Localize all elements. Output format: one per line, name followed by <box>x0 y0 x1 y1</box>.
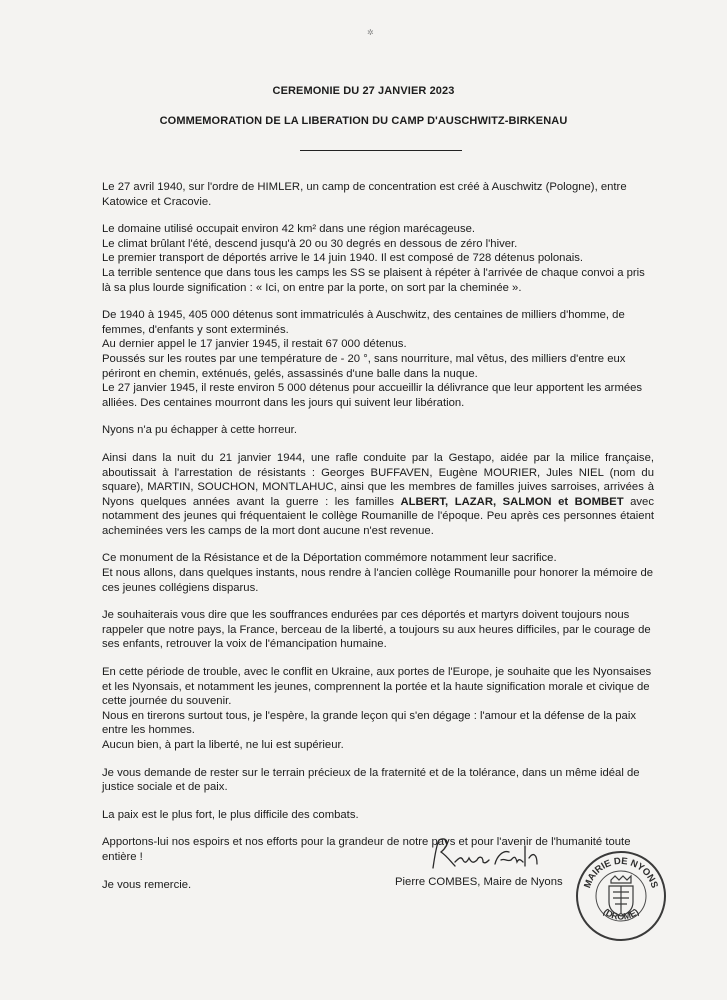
title-divider <box>300 150 462 151</box>
paragraph-1: Le 27 avril 1940, sur l'ordre de HIMLER, un camp de concentration est créé à Auschwitz (Pologne), entre Katowice et Cracovie. <box>102 181 627 208</box>
paragraph-2a: Le domaine utilisé occupait environ 42 km² dans une région marécageuse. <box>102 223 476 236</box>
document-title: CEREMONIE DU 27 JANVIER 2023 <box>272 85 455 97</box>
paragraph-6b: Et nous allons, dans quelques instants, nous rendre à l'ancien collège Roumanille pour honorer la mémoire de ces jeunes collégiens disparus. <box>102 567 654 594</box>
paragraph-11: Apportons-lui nos espoirs et nos efforts pour la grandeur de notre pays et pour l'avenir de l'humanité toute entière ! <box>102 836 631 863</box>
paragraph-7: Je souhaiterais vous dire que les souffrances endurées par ces déportés et martyrs doivent toujours nous rappeler que notre pays, la France, berceau de la liberté, a toujours su aux heures difficiles, par le courage de ses enfants, retrouver la voix de l'émancipation humaine. <box>102 609 651 651</box>
seal-top-text: MAIRIE DE NYONS <box>582 855 660 890</box>
town-hall-seal <box>575 850 667 942</box>
paragraph-4: Nyons n'a pu échapper à cette horreur. <box>102 424 297 437</box>
signatory-name: Pierre COMBES, Maire de Nyons <box>395 876 563 888</box>
handwritten-signature <box>425 832 555 877</box>
paragraph-12: Je vous remercie. <box>102 878 192 891</box>
paragraph-10: La paix est le plus fort, le plus difficile des combats. <box>102 808 359 821</box>
paragraph-5b: avec notamment des jeunes qui fréquentaient le collège Roumanille de l'époque. Peu après ces personnes étaient acheminées vers les camps de la mort dont aucune n'est revenue. <box>102 495 654 537</box>
paragraph-8a: En cette période de trouble, avec le conflit en Ukraine, aux portes de l'Europe, je souhaite que les Nyonsaises et les Nyonsais, et notamment les jeunes, comprennent la portée et la haute signification morale et civique de cette journée du souvenir. <box>102 666 652 708</box>
paragraph-3d: Le 27 janvier 1945, il reste environ 5 000 détenus pour accueillir la délivrance que leur apportent les armées alliées. Des centaines mourront dans les jours qui suivent leur libération. <box>102 382 643 409</box>
paragraph-3a: De 1940 à 1945, 405 000 détenus sont immatriculés à Auschwitz, des centaines de milliers d'homme, de femmes, d'enfants y sont exterminés. <box>102 309 625 336</box>
paragraph-8b: Nous en tirerons surtout tous, je l'espère, la grande leçon qui s'en dégage : l'amour et la défense de la paix entre les hommes. <box>102 709 636 737</box>
document-subtitle: COMMEMORATION DE LA LIBERATION DU CAMP D'AUSCHWITZ-BIRKENAU <box>159 115 568 127</box>
seal-bottom-text: (DROME) <box>601 906 641 922</box>
deported-families: ALBERT, LAZAR, SALMON et BOMBET <box>400 495 624 508</box>
paragraph-3b: Au dernier appel le 17 janvier 1945, il restait 67 000 détenus. <box>102 338 407 351</box>
paragraph-5a: Ainsi dans la nuit du 21 janvier 1944, une rafle conduite par la Gestapo, aidée par la milice française, aboutissait à l'arrestation de résistants : Georges BUFFAVEN, Eugène MOURIER, Jules NIEL (nom du square), MARTIN, SOUCHON, MONTLAHUC, ainsi que les membres de familles juives sarroises, arrivées à Nyons quelques années avant la guerre : les familles <box>102 451 654 508</box>
paragraph-2c: Le premier transport de déportés arrive le 14 juin 1940. Il est composé de 728 détenus polonais. <box>102 252 584 265</box>
paragraph-3c: Poussés sur les routes par une température de - 20 °, sans nourriture, mal vêtus, des milliers d'entre eux périront en chemin, exténués, gelés, assassinés d'une balle dans la nuque. <box>102 352 626 380</box>
paragraph-5 <box>102 451 654 539</box>
paragraph-2d: La terrible sentence que dans tous les camps les SS se plaisent à répéter à l'arrivée de chaque convoi a pris là sa plus lourde signification : « Ici, on entre par la porte, on sort par la cheminée ». <box>102 266 645 294</box>
speech-body <box>102 180 654 892</box>
paragraph-2b: Le climat brûlant l'été, descend jusqu'à 20 ou 30 degrés en dessous de zéro l'hiver. <box>102 237 518 250</box>
paragraph-6a: Ce monument de la Résistance et de la Déportation commémore notamment leur sacrifice. <box>102 552 557 565</box>
paragraph-9: Je vous demande de rester sur le terrain précieux de la fraternité et de la tolérance, dans un même idéal de justice sociale et de paix. <box>102 766 640 794</box>
paper-mark: ✲ <box>367 28 374 37</box>
paragraph-8c: Aucun bien, à part la liberté, ne lui est supérieur. <box>102 739 344 751</box>
